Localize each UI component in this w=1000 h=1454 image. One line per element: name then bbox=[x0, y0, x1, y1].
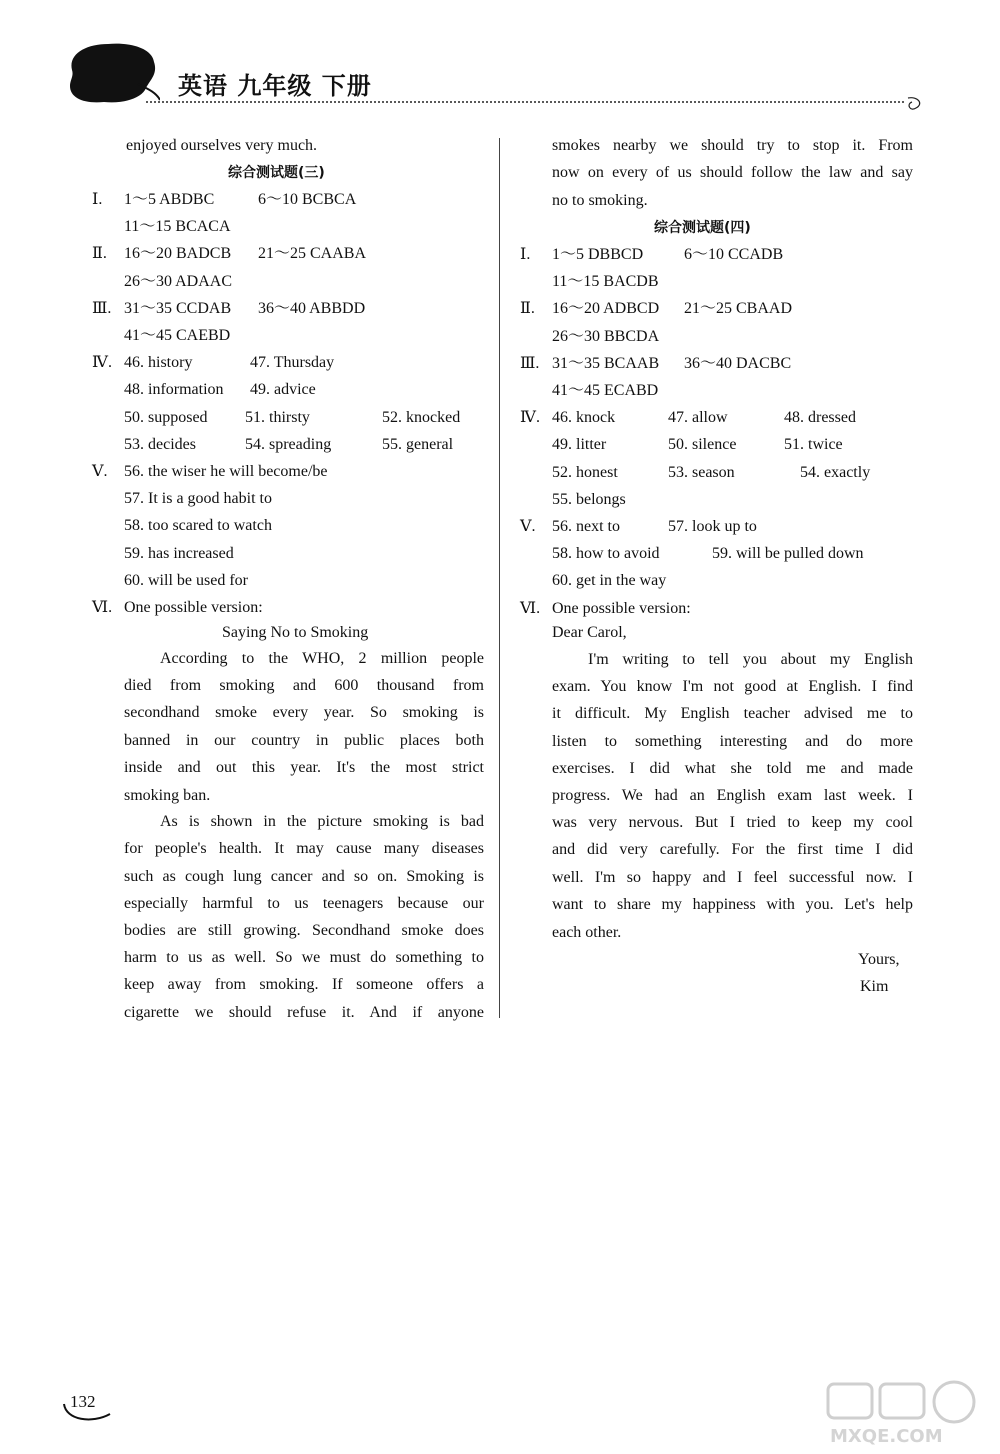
right-roman-numeral: Ⅴ. bbox=[520, 518, 536, 535]
left-answer-item: 16～20 BADCB bbox=[124, 245, 232, 263]
right-answer-item: 6～10 CCADB bbox=[684, 246, 784, 263]
right-roman-numeral: Ⅳ. bbox=[520, 409, 540, 427]
left-essay-title: Saying No to Smoking bbox=[222, 624, 369, 641]
left-answer-item: 48. information bbox=[124, 381, 224, 399]
left-roman-numeral: Ⅴ. bbox=[92, 463, 108, 480]
left-answer-item: 11～15 BCACA bbox=[124, 218, 231, 236]
header-rule-decoration bbox=[146, 96, 926, 114]
page-header-title: 英语 九年级 下册 bbox=[178, 71, 372, 100]
left-essay-line: harm to us as well. So we must do something to bbox=[124, 949, 484, 967]
left-roman-numeral: Ⅳ. bbox=[92, 354, 112, 372]
left-roman-numeral: Ⅵ. bbox=[92, 599, 113, 616]
column-divider bbox=[499, 138, 500, 1018]
left-essay-line: especially harmful to us teenagers because our bbox=[124, 894, 484, 912]
page-number-swirl-decoration bbox=[62, 1398, 114, 1424]
right-letter-line: listen to something interesting and do more bbox=[552, 732, 913, 750]
left-essay-line: keep away from smoking. If someone offers a bbox=[124, 976, 484, 994]
right-answer-item: 49. litter bbox=[552, 436, 607, 454]
left-essay-line: banned in our country in public places both bbox=[124, 731, 484, 749]
right-answer-item: 52. honest bbox=[552, 463, 618, 481]
right-answer-item: 53. season bbox=[668, 463, 735, 481]
right-letter-greeting: Dear Carol, bbox=[552, 624, 627, 641]
right-answer-item: 41～45 ECABD bbox=[552, 382, 659, 399]
right-answer-item: 26～30 BBCDA bbox=[552, 327, 660, 345]
left-section-title: 综合测试题(三) bbox=[228, 165, 325, 181]
right-roman-numeral: Ⅰ. bbox=[520, 246, 531, 263]
right-answer-item: One possible version: bbox=[552, 599, 691, 617]
left-essay-line: According to the WHO, 2 million people bbox=[160, 650, 484, 667]
left-essay-line: cigarette we should refuse it. And if anyone bbox=[124, 1003, 484, 1021]
left-essay-line: secondhand smoke every year. So smoking is bbox=[124, 704, 484, 722]
right-answer-item: 16～20 ADBCD bbox=[552, 300, 660, 318]
page-number: 132 bbox=[70, 1392, 96, 1411]
right-letter-line: I'm writing to tell you about my English bbox=[588, 651, 913, 668]
left-answer-item: 41～45 CAEBD bbox=[124, 327, 231, 344]
right-answer-item: 58. how to avoid bbox=[552, 545, 660, 563]
right-carry-line: smokes nearby we should try to stop it. From bbox=[552, 137, 913, 154]
left-answer-item: 46. history bbox=[124, 354, 193, 372]
right-letter-line: well. I'm so happy and I feel successful now. I bbox=[552, 868, 913, 886]
left-answer-item: One possible version: bbox=[124, 599, 263, 616]
left-answer-item: 56. the wiser he will become/be bbox=[124, 463, 328, 480]
left-essay-line: As is shown in the picture smoking is bad bbox=[160, 813, 484, 831]
left-roman-numeral: Ⅰ. bbox=[92, 191, 103, 208]
left-carry-line: enjoyed ourselves very much. bbox=[126, 137, 318, 154]
left-roman-numeral: Ⅲ. bbox=[92, 299, 112, 317]
right-answer-item: 55. belongs bbox=[552, 490, 626, 508]
left-answer-item: 50. supposed bbox=[124, 408, 208, 426]
right-answer-item: 54. exactly bbox=[800, 463, 871, 481]
right-answer-item: 47. allow bbox=[668, 409, 728, 427]
left-answer-item: 60. will be used for bbox=[124, 571, 248, 589]
right-letter-line: exam. You know I'm not good at English. I find bbox=[552, 678, 913, 696]
right-answer-item: 21～25 CBAAD bbox=[684, 300, 793, 318]
left-essay-line: such as cough lung cancer and so on. Smoking is bbox=[124, 867, 484, 885]
right-roman-numeral: Ⅵ. bbox=[520, 599, 541, 617]
right-section-title: 综合测试题(四) bbox=[654, 220, 751, 236]
right-letter-signature: Kim bbox=[860, 978, 889, 995]
right-answer-item: 50. silence bbox=[668, 436, 737, 454]
right-answer-item: 57. look up to bbox=[668, 518, 757, 535]
left-answer-item: 6～10 BCBCA bbox=[258, 191, 357, 208]
right-answer-item: 1～5 DBBCD bbox=[552, 246, 644, 263]
right-letter-closing: Yours, bbox=[858, 951, 900, 968]
right-answer-item: 36～40 DACBC bbox=[684, 354, 792, 372]
left-answer-item: 59. has increased bbox=[124, 544, 234, 562]
right-carry-line: now on every of us should follow the law and say bbox=[552, 164, 913, 182]
left-essay-line: bodies are still growing. Secondhand smoke does bbox=[124, 922, 484, 939]
left-answer-item: 55. general bbox=[382, 435, 454, 453]
left-answer-item: 1～5 ABDBC bbox=[124, 191, 215, 208]
right-answer-item: 48. dressed bbox=[784, 409, 856, 427]
left-answer-item: 47. Thursday bbox=[250, 354, 335, 372]
left-answer-item: 54. spreading bbox=[245, 435, 332, 453]
left-answer-item: 21～25 CAABA bbox=[258, 245, 367, 263]
right-letter-line: want to share my happiness with you. Let's help bbox=[552, 895, 913, 913]
left-answer-item: 26～30 ADAAC bbox=[124, 272, 233, 290]
left-answer-item: 57. It is a good habit to bbox=[124, 490, 272, 508]
right-roman-numeral: Ⅲ. bbox=[520, 354, 540, 372]
left-essay-line: for people's health. It may cause many diseases bbox=[124, 840, 484, 858]
left-essay-line: inside and out this year. It's the most strict bbox=[124, 758, 484, 776]
left-answer-item: 52. knocked bbox=[382, 408, 461, 426]
left-answer-item: 51. thirsty bbox=[245, 408, 310, 426]
right-answer-item: 51. twice bbox=[784, 436, 843, 454]
left-answer-item: 58. too scared to watch bbox=[124, 517, 272, 535]
left-roman-numeral: Ⅱ. bbox=[92, 245, 107, 263]
right-letter-line: each other. bbox=[552, 924, 622, 941]
left-essay-line: smoking ban. bbox=[124, 787, 211, 804]
left-answer-item: 31～35 CCDAB bbox=[124, 299, 232, 317]
left-answer-item: 53. decides bbox=[124, 435, 196, 453]
right-answer-item: 59. will be pulled down bbox=[712, 545, 864, 563]
svg-text:MXQE.COM: MXQE.COM bbox=[830, 1426, 943, 1447]
right-answer-item: 46. knock bbox=[552, 409, 616, 427]
right-letter-line: was very nervous. But I tried to keep my cool bbox=[552, 814, 913, 832]
right-answer-item: 56. next to bbox=[552, 518, 620, 535]
right-roman-numeral: Ⅱ. bbox=[520, 300, 535, 318]
right-letter-line: and did very carefully. For the first time I did bbox=[552, 841, 913, 859]
right-answer-item: 31～35 BCAAB bbox=[552, 354, 660, 372]
watermark-logo bbox=[820, 1380, 990, 1450]
right-letter-line: progress. We had an English exam last week. I bbox=[552, 787, 913, 804]
left-answer-item: 36～40 ABBDD bbox=[258, 299, 366, 317]
right-carry-line: no to smoking. bbox=[552, 192, 648, 210]
right-letter-line: exercises. I did what she told me and made bbox=[552, 759, 913, 777]
right-answer-item: 11～15 BACDB bbox=[552, 273, 659, 291]
right-answer-item: 60. get in the way bbox=[552, 572, 667, 590]
left-answer-item: 49. advice bbox=[250, 381, 316, 399]
right-letter-line: it difficult. My English teacher advised me to bbox=[552, 705, 913, 723]
left-essay-line: died from smoking and 600 thousand from bbox=[124, 677, 484, 695]
